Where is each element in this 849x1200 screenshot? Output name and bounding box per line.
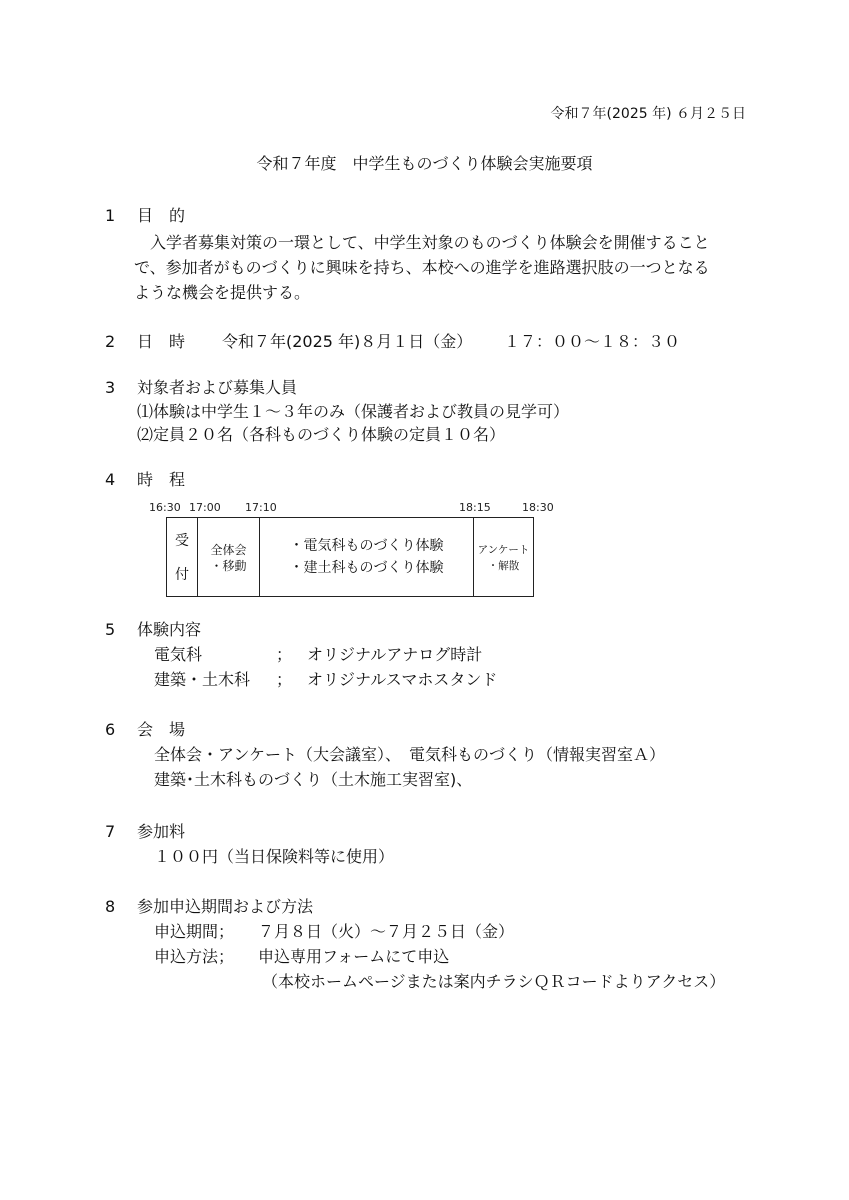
survey-label-1: アンケート: [477, 544, 530, 556]
section-1-body-line-1: 入学者募集対策の一環として、中学生対象のものづくり体験会を開催すること: [150, 233, 710, 252]
section-4-heading: 時 程: [137, 470, 186, 489]
section-2-number: 2: [105, 332, 116, 351]
application-method-label: 申込方法；: [154, 947, 235, 966]
assembly-label-2: ・移動: [210, 559, 247, 573]
venue-line-2: 建築･土木科ものづくり（土木施工実習室)、: [154, 770, 473, 789]
reception-label-1: 受: [175, 533, 189, 549]
section-1-body-line-3: ような機会を提供する。: [134, 283, 311, 302]
fee-value: １００円（当日保険料等に使用）: [154, 847, 395, 866]
event-date: 令和７年(2025 年)８月１日（金）: [222, 332, 473, 351]
content-dept-1: 電気科: [154, 645, 203, 664]
content-dept-2: 建築・土木科: [154, 670, 251, 689]
content-item-1: オリジナルアナログ時計: [307, 645, 483, 664]
schedule-time-label: 16:30: [149, 501, 181, 514]
schedule-time-label: 18:30: [522, 501, 554, 514]
section-1-heading: 目 的: [137, 206, 186, 225]
schedule-cell-assembly: [198, 518, 260, 596]
reception-label-2: 付: [175, 567, 189, 583]
section-6-number: 6: [105, 720, 116, 739]
section-7-heading: 参加料: [137, 822, 186, 841]
schedule-cell-reception: [167, 518, 198, 596]
schedule-cell-survey: [474, 518, 533, 596]
application-period-label: 申込期間；: [154, 922, 235, 941]
target-item-1: ⑴体験は中学生１～３年のみ（保護者および教員の見学可）: [137, 402, 570, 421]
section-8-heading: 参加申込期間および方法: [137, 897, 314, 916]
schedule-time-label: 18:15: [459, 501, 491, 514]
application-period-value: ７月８日（火）～７月２５日（金）: [258, 922, 515, 941]
section-7-number: 7: [105, 822, 116, 841]
section-4-number: 4: [105, 470, 116, 489]
document-date: 令和７年(2025 年) ６月２５日: [550, 106, 746, 122]
section-8-number: 8: [105, 897, 116, 916]
section-1-body-line-2: で、参加者がものづくりに興味を持ち、本校への進学を進路選択肢の一つとなる: [134, 258, 710, 277]
workshop-label-2: ・建土科ものづくり体験: [289, 560, 444, 576]
document-title: 令和７年度 中学生ものづくり体験会実施要項: [256, 154, 593, 173]
section-2-heading: 日 時: [137, 332, 186, 351]
schedule-time-label: 17:00: [189, 501, 221, 514]
section-5-number: 5: [105, 620, 116, 639]
content-separator-1: ；: [276, 645, 293, 664]
workshop-label-1: ・電気科ものづくり体験: [289, 538, 444, 554]
content-separator-2: ；: [276, 670, 293, 689]
section-6-heading: 会 場: [137, 720, 186, 739]
event-time: １７：００～１８：３０: [504, 332, 681, 351]
section-5-heading: 体験内容: [137, 620, 202, 639]
venue-line-1: 全体会・アンケート（大会議室）、 電気科ものづくり（情報実習室Ａ）: [154, 745, 666, 764]
application-method-note: （本校ホームページまたは案内チラシＱＲコードよりアクセス）: [262, 972, 726, 991]
assembly-label-1: 全体会: [210, 543, 247, 557]
schedule-time-label: 17:10: [245, 501, 277, 514]
schedule-table: [166, 517, 534, 597]
target-item-2: ⑵定員２０名（各科ものづくり体験の定員１０名）: [137, 425, 506, 444]
application-method-value: 申込専用フォームにて申込: [258, 947, 450, 966]
section-3-number: 3: [105, 378, 116, 397]
schedule-cell-workshops: [260, 518, 474, 596]
section-3-heading: 対象者および募集人員: [137, 378, 298, 397]
content-item-2: オリジナルスマホスタンド: [307, 670, 498, 689]
survey-label-2: ・解散: [487, 560, 520, 572]
section-1-number: 1: [105, 206, 116, 225]
